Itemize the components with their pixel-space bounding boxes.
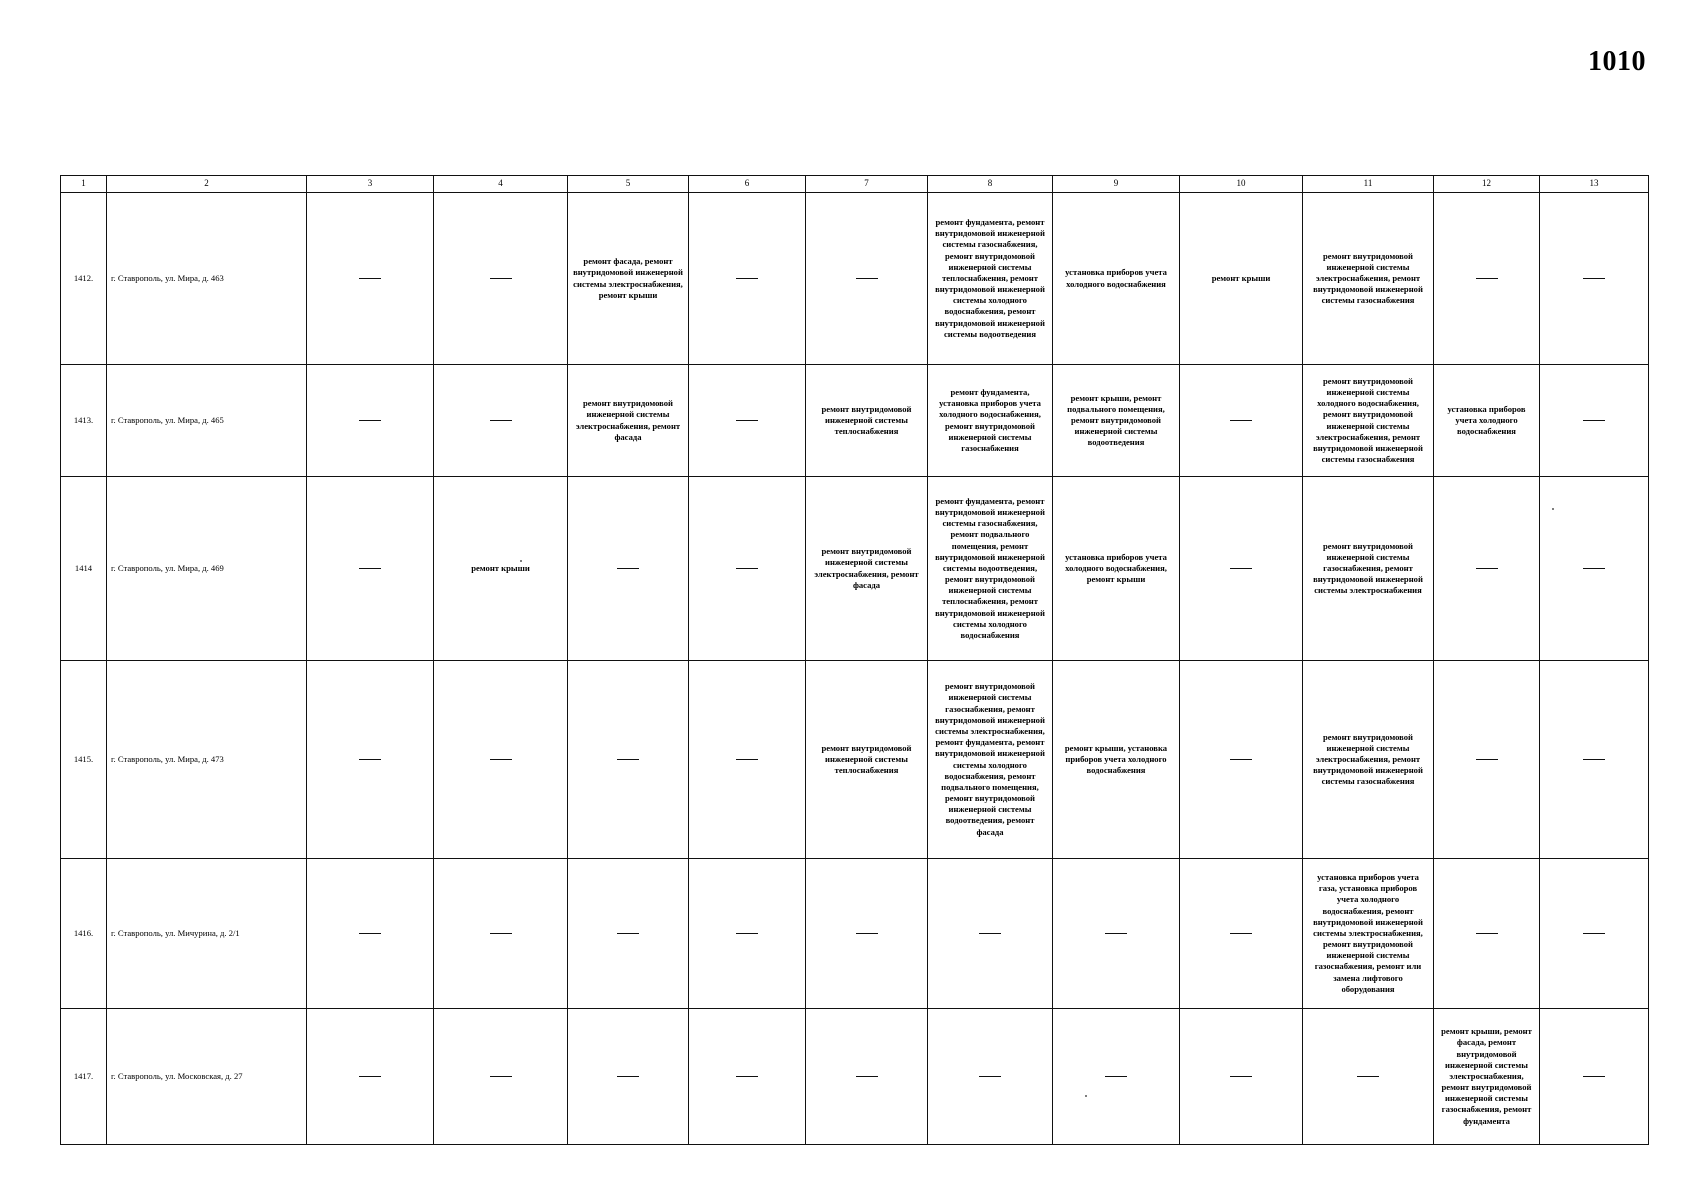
work-cell-col11: установка приборов учета газа, установка приборов учета холодного водоснабжения, ремонт внутридомовой инженерной системы электроснабжения, ремонт внутридомовой инженерной системы газоснабжения, ремонт или замена лифтового оборудования: [1303, 859, 1434, 1009]
empty-cell: [1180, 859, 1303, 1009]
work-cell-col7: ремонт внутридомовой инженерной системы теплоснабжения: [806, 365, 928, 477]
dash-mark: [359, 1076, 381, 1077]
empty-cell: [1540, 193, 1649, 365]
dash-mark: [736, 420, 758, 421]
table-row: [61, 365, 1649, 477]
work-cell-col11: ремонт внутридомовой инженерной системы электроснабжения, ремонт внутридомовой инженерной системы газоснабжения: [1303, 193, 1434, 365]
work-cell-col8: ремонт внутридомовой инженерной системы газоснабжения, ремонт внутридомовой инженерной системы электроснабжения, ремонт фундамента, ремонт внутридомовой инженерной системы холодного водоснабжения, ремонт подвального помещения, ремонт внутридомовой инженерной системы водоотведения, ремонт фасада: [928, 661, 1053, 859]
empty-cell: [1540, 365, 1649, 477]
empty-cell: [568, 661, 689, 859]
empty-cell: [1434, 477, 1540, 661]
dash-mark: [736, 759, 758, 760]
dash-mark: [979, 1076, 1001, 1077]
dash-mark: [1476, 278, 1498, 279]
empty-cell: [307, 661, 434, 859]
dash-mark: [490, 278, 512, 279]
dash-mark: [1230, 420, 1252, 421]
empty-cell: [1434, 859, 1540, 1009]
table-row: [61, 661, 1649, 859]
repair-schedule-table: [60, 175, 1649, 1145]
dash-mark: [1583, 933, 1605, 934]
dash-mark: [1105, 1076, 1127, 1077]
table-row: [61, 859, 1649, 1009]
dash-mark: [490, 420, 512, 421]
empty-cell: [928, 1009, 1053, 1145]
table-body: [61, 193, 1649, 1145]
work-cell-col8: ремонт фундамента, ремонт внутридомовой инженерной системы газоснабжения, ремонт подвального помещения, ремонт внутридомовой инженерной системы водоотведения, ремонт внутридомовой инженерной системы теплоснабжения, ремонт внутридомовой инженерной системы холодного водоснабжения: [928, 477, 1053, 661]
empty-cell: [1540, 859, 1649, 1009]
dash-mark: [1230, 1076, 1252, 1077]
scan-speck: [520, 560, 522, 562]
column-header: 8: [928, 176, 1053, 193]
work-cell-col7: ремонт внутридомовой инженерной системы теплоснабжения: [806, 661, 928, 859]
work-cell-col9: установка приборов учета холодного водоснабжения: [1053, 193, 1180, 365]
dash-mark: [490, 1076, 512, 1077]
work-cell-col11: ремонт внутридомовой инженерной системы газоснабжения, ремонт внутридомовой инженерной системы электроснабжения: [1303, 477, 1434, 661]
empty-cell: [307, 193, 434, 365]
work-cell-col4: ремонт крыши: [434, 477, 568, 661]
work-cell-col12: ремонт крыши, ремонт фасада, ремонт внутридомовой инженерной системы электроснабжения, ремонт внутридомовой инженерной системы газоснабжения, ремонт фундамента: [1434, 1009, 1540, 1145]
address-cell: г. Ставрополь, ул. Мичурина, д. 2/1: [107, 859, 307, 1009]
address-cell: г. Ставрополь, ул. Мира, д. 465: [107, 365, 307, 477]
row-number: 1413.: [61, 365, 107, 477]
dash-mark: [736, 568, 758, 569]
scan-speck: [1552, 508, 1554, 510]
dash-mark: [1230, 759, 1252, 760]
dash-mark: [617, 759, 639, 760]
address-cell: г. Ставрополь, ул. Мира, д. 469: [107, 477, 307, 661]
column-header: 7: [806, 176, 928, 193]
dash-mark: [1476, 568, 1498, 569]
row-number: 1415.: [61, 661, 107, 859]
work-cell-col8: ремонт фундамента, ремонт внутридомовой инженерной системы газоснабжения, ремонт внутридомовой инженерной системы теплоснабжения, ремонт внутридомовой инженерной системы холодного водоснабжения, ремонт внутридомовой инженерной системы водоотведения: [928, 193, 1053, 365]
page-number: 1010: [1588, 46, 1646, 77]
empty-cell: [689, 193, 806, 365]
work-cell-col8: ремонт фундамента, установка приборов учета холодного водоснабжения, ремонт внутридомовой инженерной системы газоснабжения: [928, 365, 1053, 477]
dash-mark: [856, 1076, 878, 1077]
dash-mark: [490, 933, 512, 934]
empty-cell: [568, 477, 689, 661]
dash-mark: [736, 1076, 758, 1077]
work-cell-col7: ремонт внутридомовой инженерной системы электроснабжения, ремонт фасада: [806, 477, 928, 661]
dash-mark: [1476, 933, 1498, 934]
empty-cell: [307, 1009, 434, 1145]
dash-mark: [359, 933, 381, 934]
dash-mark: [1357, 1076, 1379, 1077]
empty-cell: [1180, 365, 1303, 477]
empty-cell: [1303, 1009, 1434, 1145]
column-header: 10: [1180, 176, 1303, 193]
work-cell-col5: ремонт внутридомовой инженерной системы электроснабжения, ремонт фасада: [568, 365, 689, 477]
empty-cell: [307, 477, 434, 661]
empty-cell: [1180, 661, 1303, 859]
empty-cell: [1540, 661, 1649, 859]
row-number: 1416.: [61, 859, 107, 1009]
empty-cell: [434, 193, 568, 365]
empty-cell: [806, 859, 928, 1009]
work-cell-col9: ремонт крыши, установка приборов учета холодного водоснабжения: [1053, 661, 1180, 859]
empty-cell: [928, 859, 1053, 1009]
row-number: 1412.: [61, 193, 107, 365]
column-header: 1: [61, 176, 107, 193]
dash-mark: [979, 933, 1001, 934]
empty-cell: [806, 1009, 928, 1145]
empty-cell: [689, 661, 806, 859]
work-cell-col11: ремонт внутридомовой инженерной системы электроснабжения, ремонт внутридомовой инженерной системы газоснабжения: [1303, 661, 1434, 859]
work-cell-col5: ремонт фасада, ремонт внутридомовой инженерной системы электроснабжения, ремонт крыши: [568, 193, 689, 365]
dash-mark: [359, 420, 381, 421]
column-header: 6: [689, 176, 806, 193]
empty-cell: [1180, 477, 1303, 661]
work-cell-col10: ремонт крыши: [1180, 193, 1303, 365]
empty-cell: [568, 859, 689, 1009]
table-row: [61, 193, 1649, 365]
dash-mark: [617, 568, 639, 569]
dash-mark: [1583, 420, 1605, 421]
dash-mark: [490, 759, 512, 760]
table-row: [61, 1009, 1649, 1145]
dash-mark: [359, 568, 381, 569]
work-cell-col9: установка приборов учета холодного водоснабжения, ремонт крыши: [1053, 477, 1180, 661]
empty-cell: [689, 477, 806, 661]
column-header: 11: [1303, 176, 1434, 193]
address-cell: г. Ставрополь, ул. Мира, д. 463: [107, 193, 307, 365]
empty-cell: [434, 859, 568, 1009]
empty-cell: [307, 859, 434, 1009]
empty-cell: [1180, 1009, 1303, 1145]
dash-mark: [736, 933, 758, 934]
dash-mark: [1583, 1076, 1605, 1077]
dash-mark: [856, 933, 878, 934]
empty-cell: [434, 661, 568, 859]
row-number: 1417.: [61, 1009, 107, 1145]
column-header: 2: [107, 176, 307, 193]
dash-mark: [1230, 568, 1252, 569]
empty-cell: [307, 365, 434, 477]
empty-cell: [1434, 193, 1540, 365]
column-header: 3: [307, 176, 434, 193]
dash-mark: [1583, 278, 1605, 279]
empty-cell: [434, 365, 568, 477]
empty-cell: [434, 1009, 568, 1145]
dash-mark: [1583, 568, 1605, 569]
dash-mark: [359, 759, 381, 760]
dash-mark: [856, 278, 878, 279]
dash-mark: [359, 278, 381, 279]
row-number: 1414: [61, 477, 107, 661]
column-header: 12: [1434, 176, 1540, 193]
scan-speck: [1085, 1095, 1087, 1097]
address-cell: г. Ставрополь, ул. Мира, д. 473: [107, 661, 307, 859]
empty-cell: [568, 1009, 689, 1145]
empty-cell: [1540, 1009, 1649, 1145]
column-header: 4: [434, 176, 568, 193]
work-cell-col9: ремонт крыши, ремонт подвального помещения, ремонт внутридомовой инженерной системы водоотведения: [1053, 365, 1180, 477]
dash-mark: [1105, 933, 1127, 934]
empty-cell: [1540, 477, 1649, 661]
dash-mark: [1583, 759, 1605, 760]
work-cell-col12: установка приборов учета холодного водоснабжения: [1434, 365, 1540, 477]
column-header: 9: [1053, 176, 1180, 193]
dash-mark: [617, 933, 639, 934]
column-number-row: [61, 176, 1649, 193]
column-header: 5: [568, 176, 689, 193]
dash-mark: [1476, 759, 1498, 760]
dash-mark: [1230, 933, 1252, 934]
empty-cell: [689, 859, 806, 1009]
empty-cell: [1053, 1009, 1180, 1145]
empty-cell: [689, 365, 806, 477]
empty-cell: [1434, 661, 1540, 859]
dash-mark: [736, 278, 758, 279]
work-cell-col11: ремонт внутридомовой инженерной системы холодного водоснабжения, ремонт внутридомовой инженерной системы электроснабжения, ремонт внутридомовой инженерной системы газоснабжения: [1303, 365, 1434, 477]
dash-mark: [617, 1076, 639, 1077]
empty-cell: [1053, 859, 1180, 1009]
address-cell: г. Ставрополь, ул. Московская, д. 27: [107, 1009, 307, 1145]
empty-cell: [689, 1009, 806, 1145]
column-header: 13: [1540, 176, 1649, 193]
empty-cell: [806, 193, 928, 365]
table-row: [61, 477, 1649, 661]
